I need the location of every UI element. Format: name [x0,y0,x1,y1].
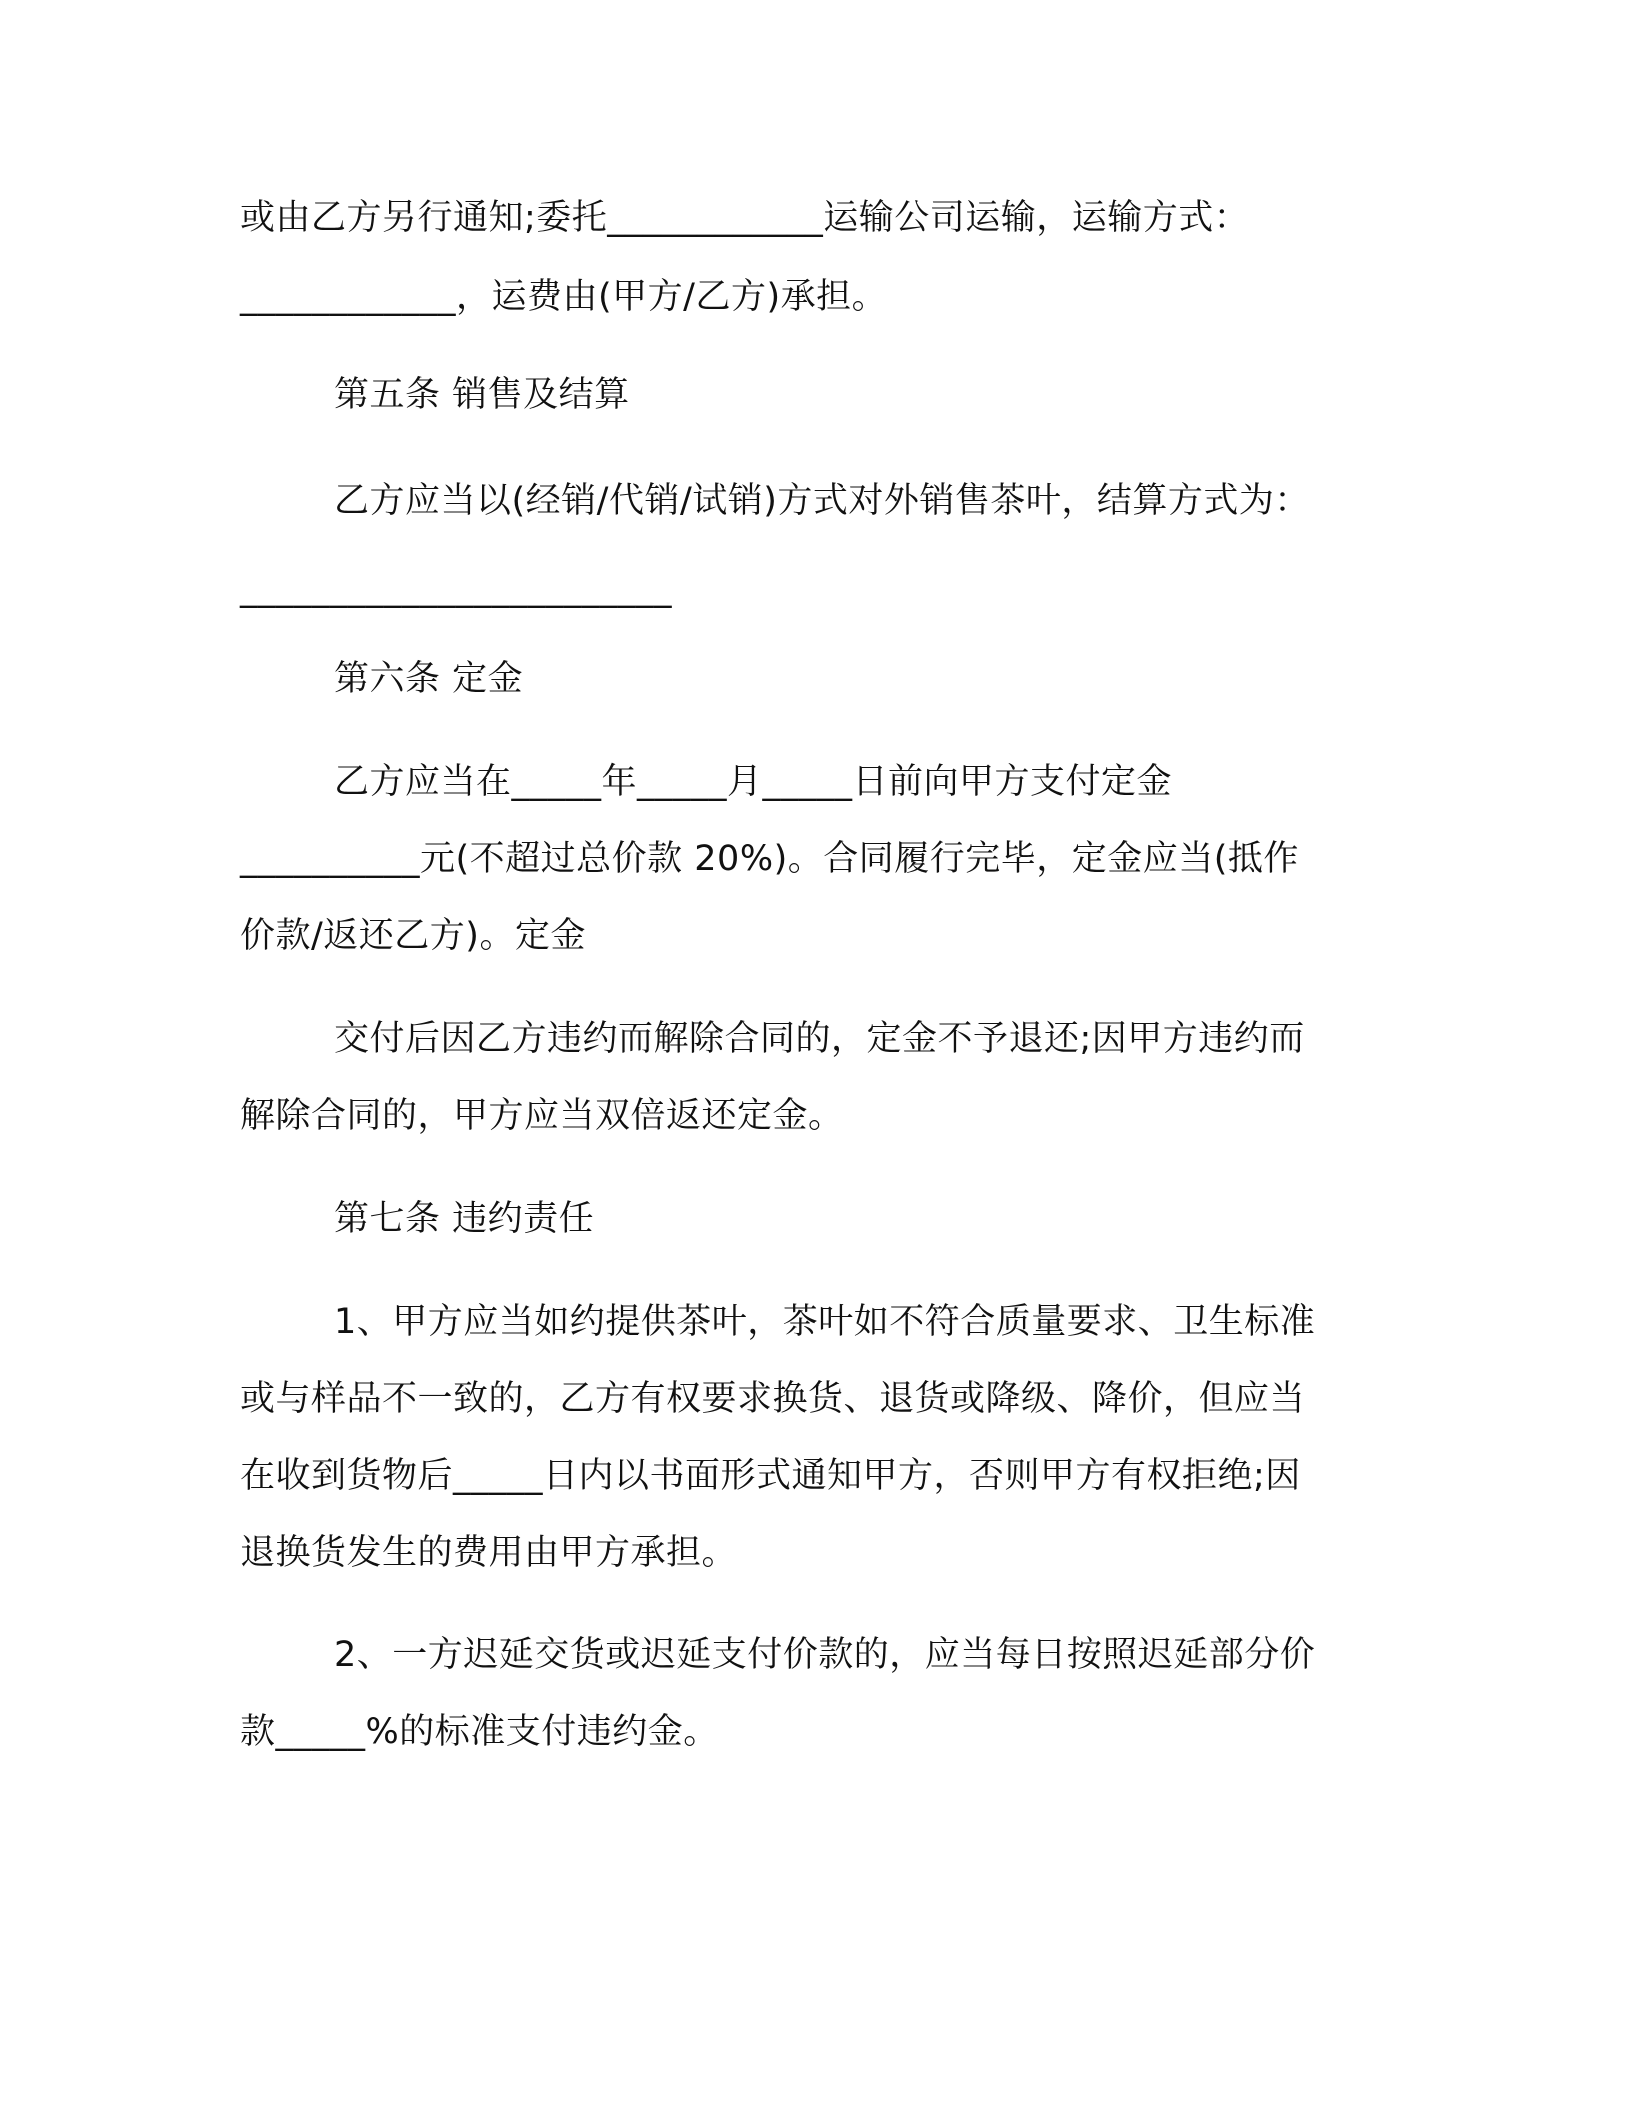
paragraph-line: 交付后因乙方违约而解除合同的，定金不予退还;因甲方违约而 [334,1019,1305,1059]
section-heading: 第五条 销售及结算 [334,375,630,415]
paragraph-line: ________________________ [240,569,672,609]
paragraph-line: 解除合同的，甲方应当双倍返还定金。 [240,1096,844,1136]
paragraph-line: 或与样品不一致的，乙方有权要求换货、退货或降级、降价，但应当 [240,1379,1306,1419]
paragraph-line: 2、一方迟延交货或迟延支付价款的，应当每日按照迟延部分价 [334,1635,1316,1675]
paragraph-line: 在收到货物后_____日内以书面形式通知甲方，否则甲方有权拒绝;因 [240,1456,1301,1496]
paragraph-line: 乙方应当以(经销/代销/试销)方式对外销售茶叶，结算方式为： [334,481,1310,521]
section-heading: 第七条 违约责任 [334,1199,595,1239]
paragraph-line: 退换货发生的费用由甲方承担。 [240,1533,738,1573]
paragraph-line: __________元(不超过总价款 20%)。合同履行完毕，定金应当(抵作 [240,839,1299,879]
paragraph-line: 乙方应当在_____年_____月_____日前向甲方支付定金 [334,762,1173,802]
paragraph-line: 价款/返还乙方)。定金 [240,916,586,956]
section-heading: 第六条 定金 [334,659,524,699]
paragraph-line: 或由乙方另行通知;委托____________运输公司运输，运输方式： [240,198,1250,238]
paragraph-line: 1、甲方应当如约提供茶叶，茶叶如不符合质量要求、卫生标准 [334,1302,1316,1342]
paragraph-line: 款_____%的标准支付违约金。 [240,1712,719,1752]
paragraph-line: ____________，运费由(甲方/乙方)承担。 [240,277,888,317]
